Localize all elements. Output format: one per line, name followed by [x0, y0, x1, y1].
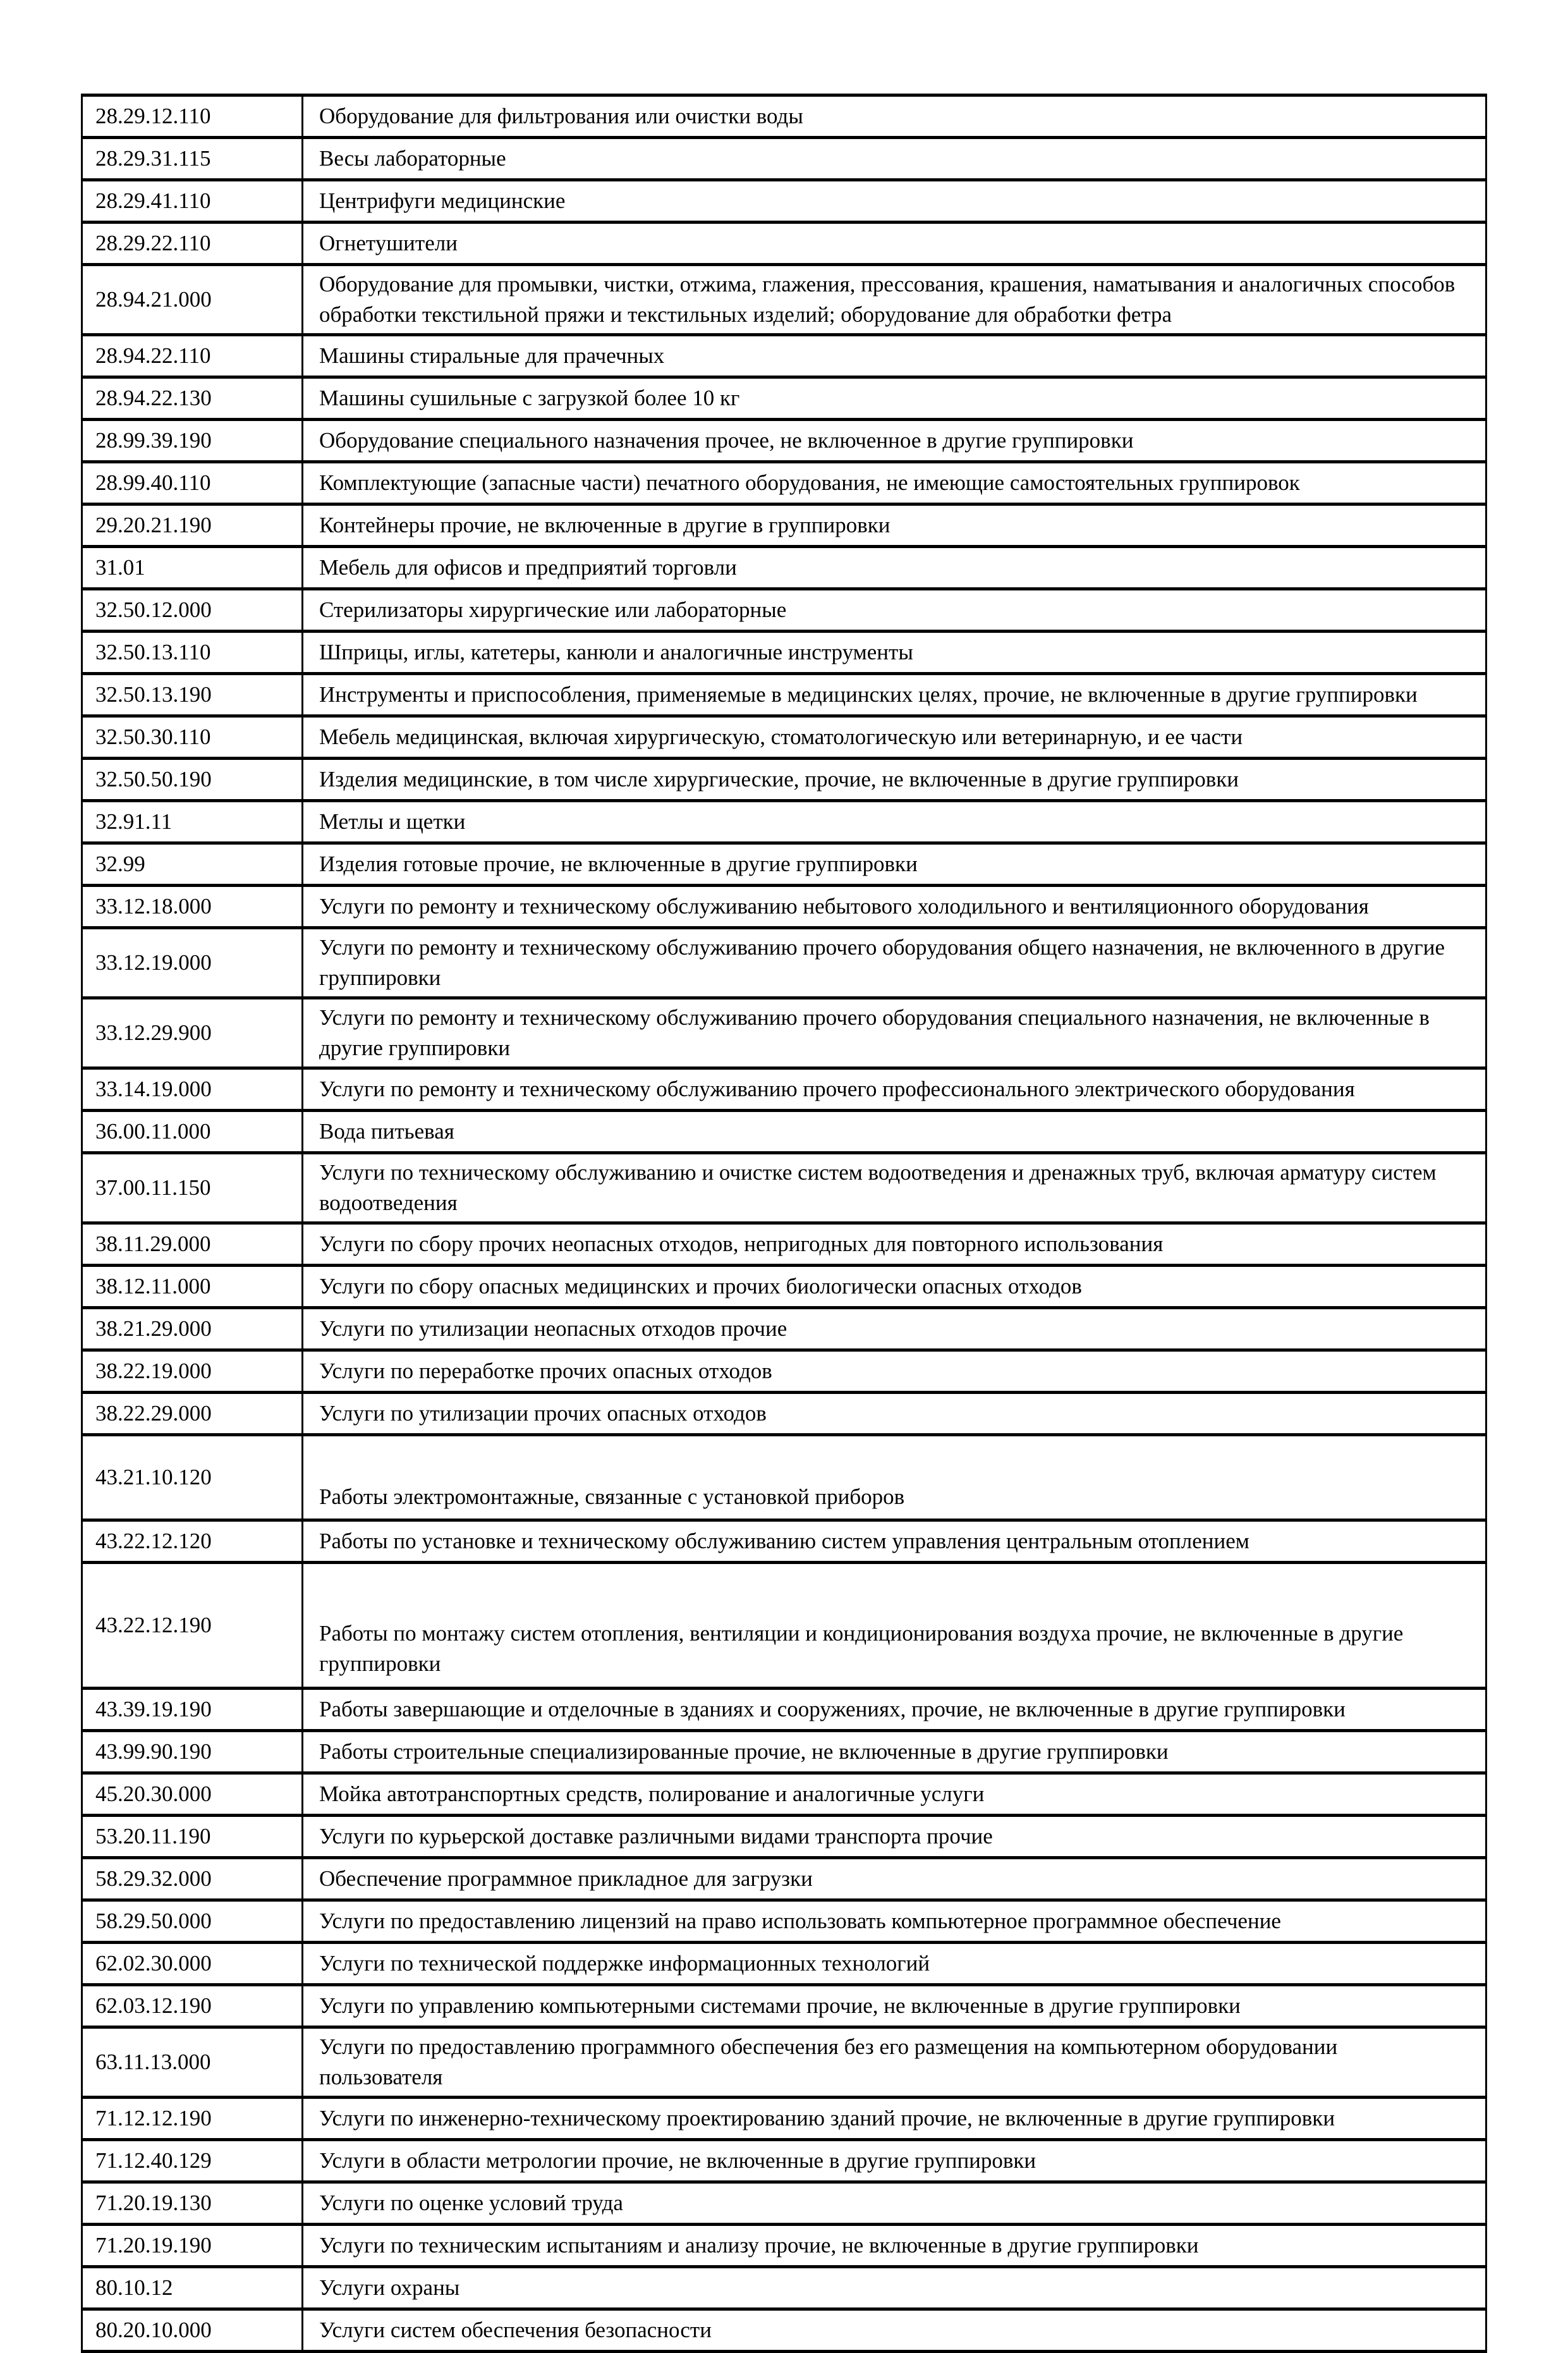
description-cell: Услуги по предоставлению лицензий на право использовать компьютерное программное обеспечение [303, 1900, 1486, 1943]
code-cell: 38.21.29.000 [82, 1308, 303, 1350]
description-cell: Услуги по сбору опасных медицинских и прочих биологически опасных отходов [303, 1266, 1486, 1308]
description-cell: Услуги по оценке условий труда [303, 2182, 1486, 2225]
description-cell: Услуги по переработке прочих опасных отходов [303, 1350, 1486, 1393]
code-cell: 32.99 [82, 843, 303, 886]
description-cell: Мебель для офисов и предприятий торговли [303, 547, 1486, 589]
code-cell: 38.12.11.000 [82, 1266, 303, 1308]
table-row [82, 632, 1486, 674]
table-row [82, 265, 1486, 335]
code-cell: 28.99.40.110 [82, 462, 303, 504]
table-row [82, 1520, 1486, 1563]
table-row [82, 1435, 1486, 1520]
code-cell: 28.29.31.115 [82, 138, 303, 180]
table-row [82, 377, 1486, 420]
table-row [82, 180, 1486, 223]
description-cell: Работы электромонтажные, связанные с установкой приборов [303, 1435, 1486, 1520]
code-cell: 28.94.22.110 [82, 335, 303, 377]
description-cell: Оборудование для промывки, чистки, отжима, глажения, прессования, крашения, наматывания и аналогичных способов обработки текстильной пряжи и текстильных изделий; оборудование для обработки фетра [303, 265, 1486, 335]
table-row [82, 1773, 1486, 1816]
table-row [82, 998, 1486, 1068]
code-cell: 28.29.41.110 [82, 180, 303, 223]
description-cell: Обеспечение программное прикладное для загрузки [303, 1858, 1486, 1900]
description-cell: Услуги по техническому обслуживанию и очистке систем водоотведения и дренажных труб, включая арматуру систем водоотведения [303, 1153, 1486, 1223]
description-cell: Услуги по утилизации прочих опасных отходов [303, 1393, 1486, 1435]
code-cell: 32.50.13.190 [82, 674, 303, 716]
description-cell: Изделия готовые прочие, не включенные в другие группировки [303, 843, 1486, 886]
description-cell: Оборудование для фильтрования или очистки воды [303, 95, 1486, 138]
code-cell: 38.11.29.000 [82, 1223, 303, 1266]
table-row [82, 2309, 1486, 2352]
table-row [82, 1731, 1486, 1773]
table-row [82, 462, 1486, 504]
description-cell: Инструменты и приспособления, применяемые в медицинских целях, прочие, не включенные в другие группировки [303, 674, 1486, 716]
code-cell: 31.01 [82, 547, 303, 589]
code-cell: 58.29.32.000 [82, 1858, 303, 1900]
description-cell: Мойка автотранспортных средств, полирование и аналогичные услуги [303, 1773, 1486, 1816]
description-cell: Работы по установке и техническому обслуживанию систем управления центральным отоплением [303, 1520, 1486, 1563]
code-cell: 29.20.21.190 [82, 504, 303, 547]
table-row [82, 1350, 1486, 1393]
table-row [82, 1266, 1486, 1308]
description-cell: Шприцы, иглы, катетеры, канюли и аналогичные инструменты [303, 632, 1486, 674]
description-cell: Комплектующие (запасные части) печатного оборудования, не имеющие самостоятельных группировок [303, 462, 1486, 504]
table-row [82, 1393, 1486, 1435]
table-row [82, 2140, 1486, 2182]
description-cell: Услуги по ремонту и техническому обслуживанию небытового холодильного и вентиляционного оборудования [303, 886, 1486, 928]
table-row [82, 1689, 1486, 1731]
table-row [82, 1153, 1486, 1223]
description-cell: Услуги по ремонту и техническому обслуживанию прочего оборудования общего назначения, не включенного в другие группировки [303, 928, 1486, 998]
description-cell: Услуги охраны [303, 2267, 1486, 2309]
description-cell: Работы завершающие и отделочные в зданиях и сооружениях, прочие, не включенные в другие группировки [303, 1689, 1486, 1731]
description-cell: Мебель медицинская, включая хирургическую, стоматологическую или ветеринарную, и ее части [303, 716, 1486, 759]
table-row [82, 1816, 1486, 1858]
code-cell: 38.22.19.000 [82, 1350, 303, 1393]
code-cell: 32.50.30.110 [82, 716, 303, 759]
code-cell: 71.20.19.130 [82, 2182, 303, 2225]
code-cell: 71.20.19.190 [82, 2225, 303, 2267]
description-cell: Услуги по управлению компьютерными системами прочие, не включенные в другие группировки [303, 1985, 1486, 2027]
code-cell: 43.22.12.190 [82, 1563, 303, 1689]
description-cell: Услуги по ремонту и техническому обслуживанию прочего оборудования специального назначения, не включенные в другие группировки [303, 998, 1486, 1068]
table-row [82, 716, 1486, 759]
description-cell: Машины сушильные с загрузкой более 10 кг [303, 377, 1486, 420]
description-cell: Огнетушители [303, 223, 1486, 265]
description-cell: Работы строительные специализированные прочие, не включенные в другие группировки [303, 1731, 1486, 1773]
description-cell: Машины стиральные для прачечных [303, 335, 1486, 377]
code-cell: 53.20.11.190 [82, 1816, 303, 1858]
table-row [82, 801, 1486, 843]
code-cell: 43.39.19.190 [82, 1689, 303, 1731]
table-row [82, 928, 1486, 998]
code-cell: 28.29.22.110 [82, 223, 303, 265]
description-cell: Услуги по техническим испытаниям и анализу прочие, не включенные в другие группировки [303, 2225, 1486, 2267]
code-cell: 28.94.21.000 [82, 265, 303, 335]
description-cell: Услуги по инженерно-техническому проектированию зданий прочие, не включенные в другие группировки [303, 2098, 1486, 2140]
table-row [82, 138, 1486, 180]
code-cell: 62.03.12.190 [82, 1985, 303, 2027]
description-cell: Изделия медицинские, в том числе хирургические, прочие, не включенные в другие группировки [303, 759, 1486, 801]
code-cell: 58.29.50.000 [82, 1900, 303, 1943]
description-cell: Весы лабораторные [303, 138, 1486, 180]
code-cell: 33.12.19.000 [82, 928, 303, 998]
code-cell: 36.00.11.000 [82, 1111, 303, 1153]
description-cell: Услуги по утилизации неопасных отходов прочие [303, 1308, 1486, 1350]
description-cell: Услуги по сбору прочих неопасных отходов, непригодных для повторного использования [303, 1223, 1486, 1266]
code-cell: 43.22.12.120 [82, 1520, 303, 1563]
code-cell: 71.12.40.129 [82, 2140, 303, 2182]
description-cell: Оборудование специального назначения прочее, не включенное в другие группировки [303, 420, 1486, 462]
okpd-code-table [81, 94, 1487, 2353]
code-cell: 63.11.13.000 [82, 2027, 303, 2098]
description-cell: Центрифуги медицинские [303, 180, 1486, 223]
okpd-code-table-body [82, 95, 1486, 2352]
description-cell: Услуги по ремонту и техническому обслуживанию прочего профессионального электрического оборудования [303, 1068, 1486, 1111]
table-row [82, 504, 1486, 547]
code-cell: 62.02.30.000 [82, 1943, 303, 1985]
description-cell: Услуги в области метрологии прочие, не включенные в другие группировки [303, 2140, 1486, 2182]
table-row [82, 335, 1486, 377]
table-row [82, 1223, 1486, 1266]
table-row [82, 2267, 1486, 2309]
description-cell: Контейнеры прочие, не включенные в другие в группировки [303, 504, 1486, 547]
code-cell: 37.00.11.150 [82, 1153, 303, 1223]
table-row [82, 589, 1486, 632]
description-cell: Услуги по предоставлению программного обеспечения без его размещения на компьютерном оборудовании пользователя [303, 2027, 1486, 2098]
code-cell: 43.99.90.190 [82, 1731, 303, 1773]
table-row [82, 843, 1486, 886]
table-row [82, 223, 1486, 265]
table-row [82, 2098, 1486, 2140]
description-cell: Метлы и щетки [303, 801, 1486, 843]
table-row [82, 1900, 1486, 1943]
table-row [82, 674, 1486, 716]
table-row [82, 2027, 1486, 2098]
table-row [82, 2182, 1486, 2225]
description-cell: Услуги систем обеспечения безопасности [303, 2309, 1486, 2352]
code-cell: 80.20.10.000 [82, 2309, 303, 2352]
code-cell: 43.21.10.120 [82, 1435, 303, 1520]
code-cell: 28.29.12.110 [82, 95, 303, 138]
code-cell: 28.99.39.190 [82, 420, 303, 462]
table-row [82, 95, 1486, 138]
code-cell: 33.14.19.000 [82, 1068, 303, 1111]
table-row [82, 1308, 1486, 1350]
table-row [82, 1985, 1486, 2027]
code-cell: 38.22.29.000 [82, 1393, 303, 1435]
table-row [82, 2225, 1486, 2267]
code-cell: 33.12.18.000 [82, 886, 303, 928]
description-cell: Услуги по технической поддержке информационных технологий [303, 1943, 1486, 1985]
table-row [82, 420, 1486, 462]
code-cell: 80.10.12 [82, 2267, 303, 2309]
code-cell: 71.12.12.190 [82, 2098, 303, 2140]
code-cell: 33.12.29.900 [82, 998, 303, 1068]
code-cell: 32.50.50.190 [82, 759, 303, 801]
table-row [82, 1858, 1486, 1900]
table-row [82, 547, 1486, 589]
code-cell: 45.20.30.000 [82, 1773, 303, 1816]
table-row [82, 1943, 1486, 1985]
table-row [82, 1563, 1486, 1689]
table-row [82, 1068, 1486, 1111]
description-cell: Стерилизаторы хирургические или лабораторные [303, 589, 1486, 632]
code-cell: 32.50.13.110 [82, 632, 303, 674]
description-cell: Вода питьевая [303, 1111, 1486, 1153]
code-cell: 28.94.22.130 [82, 377, 303, 420]
code-cell: 32.91.11 [82, 801, 303, 843]
description-cell: Работы по монтажу систем отопления, вентиляции и кондиционирования воздуха прочие, не включенные в другие группировки [303, 1563, 1486, 1689]
table-row [82, 759, 1486, 801]
table-row [82, 1111, 1486, 1153]
description-cell: Услуги по курьерской доставке различными видами транспорта прочие [303, 1816, 1486, 1858]
code-cell: 32.50.12.000 [82, 589, 303, 632]
table-row [82, 886, 1486, 928]
